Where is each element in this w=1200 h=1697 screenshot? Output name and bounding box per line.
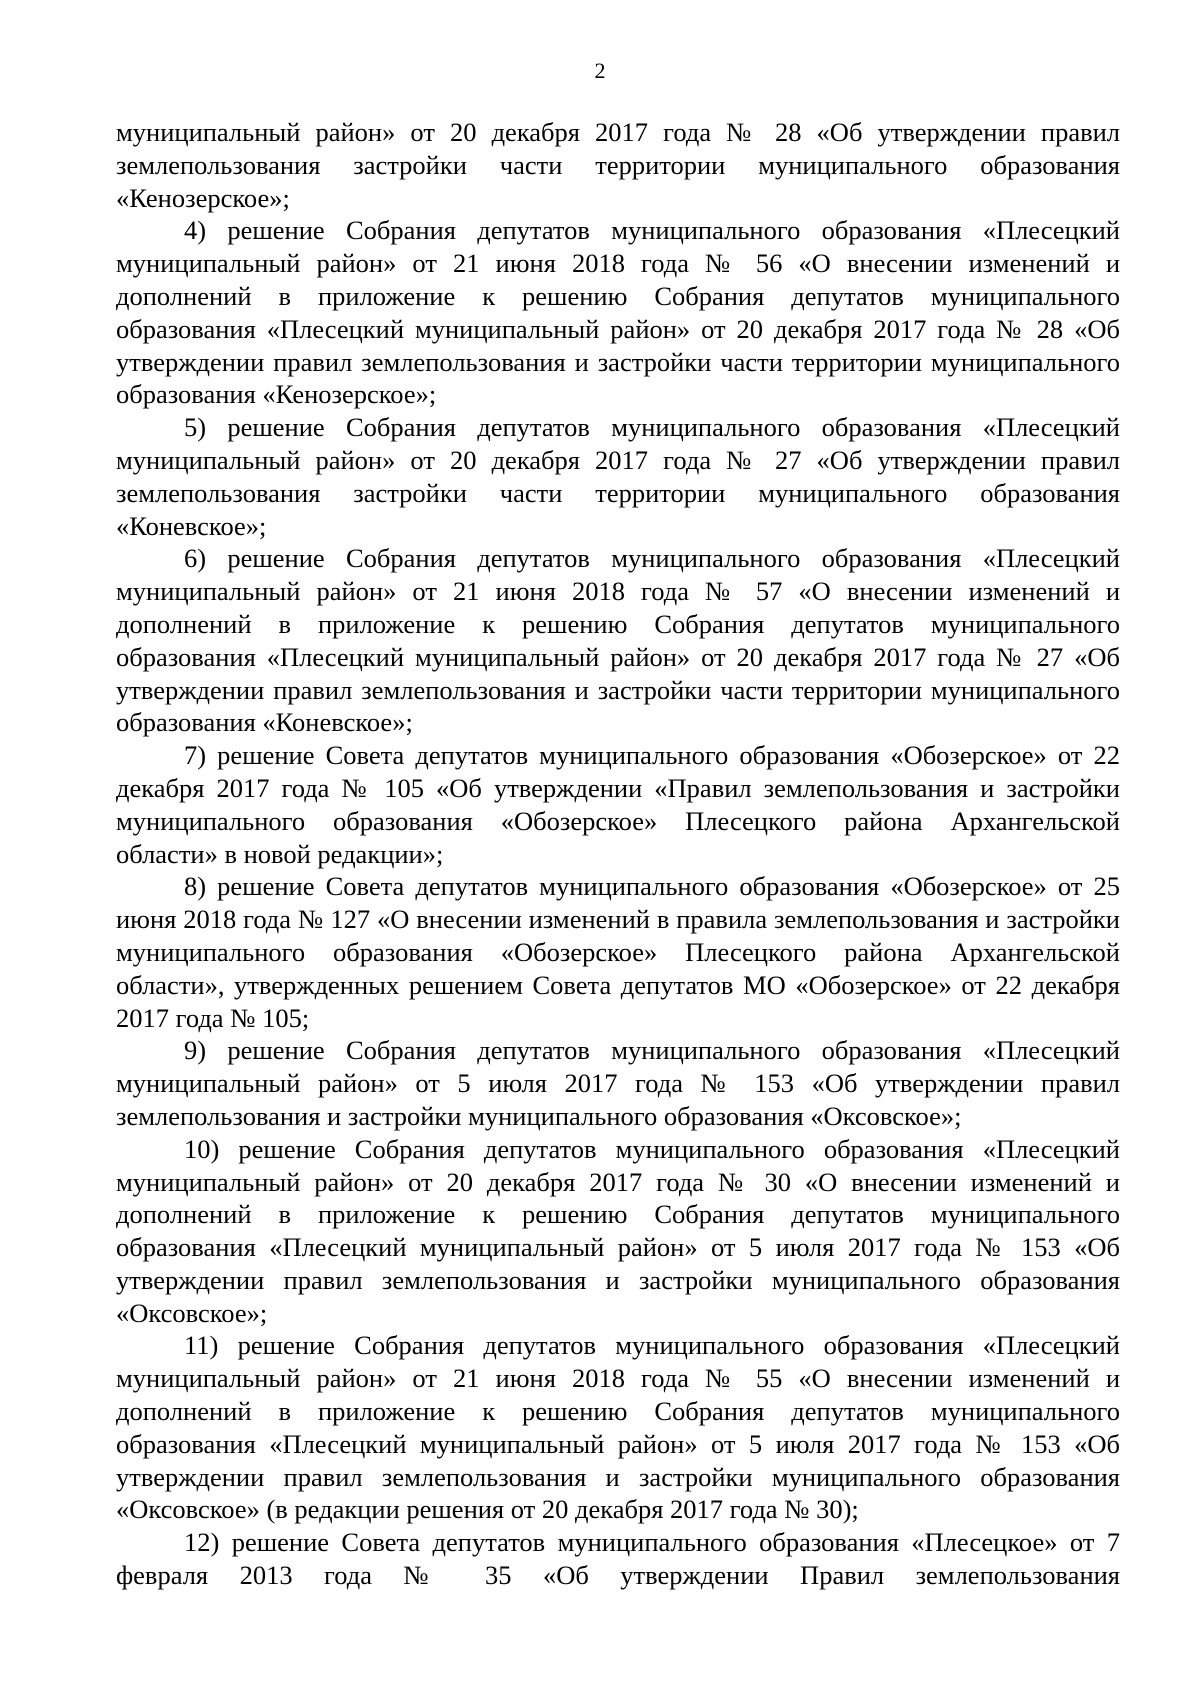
list-item-12: 12) решение Совета депутатов муниципального образования «Плесецкое» от 7 февраля 2013 года № 35 «Об утверждении Правил землепользования bbox=[116, 1527, 1120, 1591]
list-item-5: 5) решение Собрания депутатов муниципального образования «Плесецкий муниципальный район» от 20 декабря 2017 года № 27 «Об утверждении правил землепользования застройки части территории муниципального образования «Коневское»; bbox=[116, 412, 1120, 541]
document-body bbox=[116, 116, 1120, 1592]
list-item-9: 9) решение Собрания депутатов муниципального образования «Плесецкий муниципальный район» от 5 июля 2017 года № 153 «Об утверждении правил землепользования и застройки муниципального образования «Оксовское»; bbox=[116, 1035, 1120, 1131]
list-item-7: 7) решение Совета депутатов муниципального образования «Обозерское» от 22 декабря 2017 года № 105 «Об утверждении «Правил землепользования и застройки муниципального образования «Обозерское» Плесецкого района Архангельской области» в новой редакции»; bbox=[116, 740, 1120, 869]
page-number: 2 bbox=[594, 58, 606, 83]
list-item-4: 4) решение Собрания депутатов муниципального образования «Плесецкий муниципальный район» от 21 июня 2018 года № 56 «О внесении изменений и дополнений в приложение к решению Собрания депутатов муниципального образования «Плесецкий муниципальный район» от 20 декабря 2017 года № 28 «Об утверждении правил землепользования и застройки части территории муниципального образования «Кенозерское»; bbox=[116, 215, 1120, 410]
list-item-6: 6) решение Собрания депутатов муниципального образования «Плесецкий муниципальный район» от 21 июня 2018 года № 57 «О внесении изменений и дополнений в приложение к решению Собрания депутатов муниципального образования «Плесецкий муниципальный район» от 20 декабря 2017 года № 27 «Об утверждении правил землепользования и застройки части территории муниципального образования «Коневское»; bbox=[116, 543, 1120, 738]
list-item-10: 10) решение Собрания депутатов муниципального образования «Плесецкий муниципальный район» от 20 декабря 2017 года № 30 «О внесении изменений и дополнений в приложение к решению Собрания депутатов муниципального образования «Плесецкий муниципальный район» от 5 июля 2017 года № 153 «Об утверждении правил землепользования и застройки муниципального образования «Оксовское»; bbox=[116, 1133, 1120, 1328]
list-item-8: 8) решение Совета депутатов муниципального образования «Обозерское» от 25 июня 2018 года № 127 «О внесении изменений в правила землепользования и застройки муниципального образования «Обозерское» Плесецкого района Архангельской области», утвержденных решением Совета депутатов МО «Обозерское» от 22 декабря 2017 года № 105; bbox=[116, 871, 1120, 1033]
paragraph-continuation: муниципальный район» от 20 декабря 2017 года № 28 «Об утверждении правил землепользования застройки части территории муниципального образования «Кенозерское»; bbox=[116, 117, 1120, 213]
list-item-11: 11) решение Собрания депутатов муниципального образования «Плесецкий муниципальный район» от 21 июня 2018 года № 55 «О внесении изменений и дополнений в приложение к решению Собрания депутатов муниципального образования «Плесецкий муниципальный район» от 5 июля 2017 года № 153 «Об утверждении правил землепользования и застройки муниципального образования «Оксовское» (в редакции решения от 20 декабря 2017 года № 30); bbox=[116, 1330, 1120, 1525]
